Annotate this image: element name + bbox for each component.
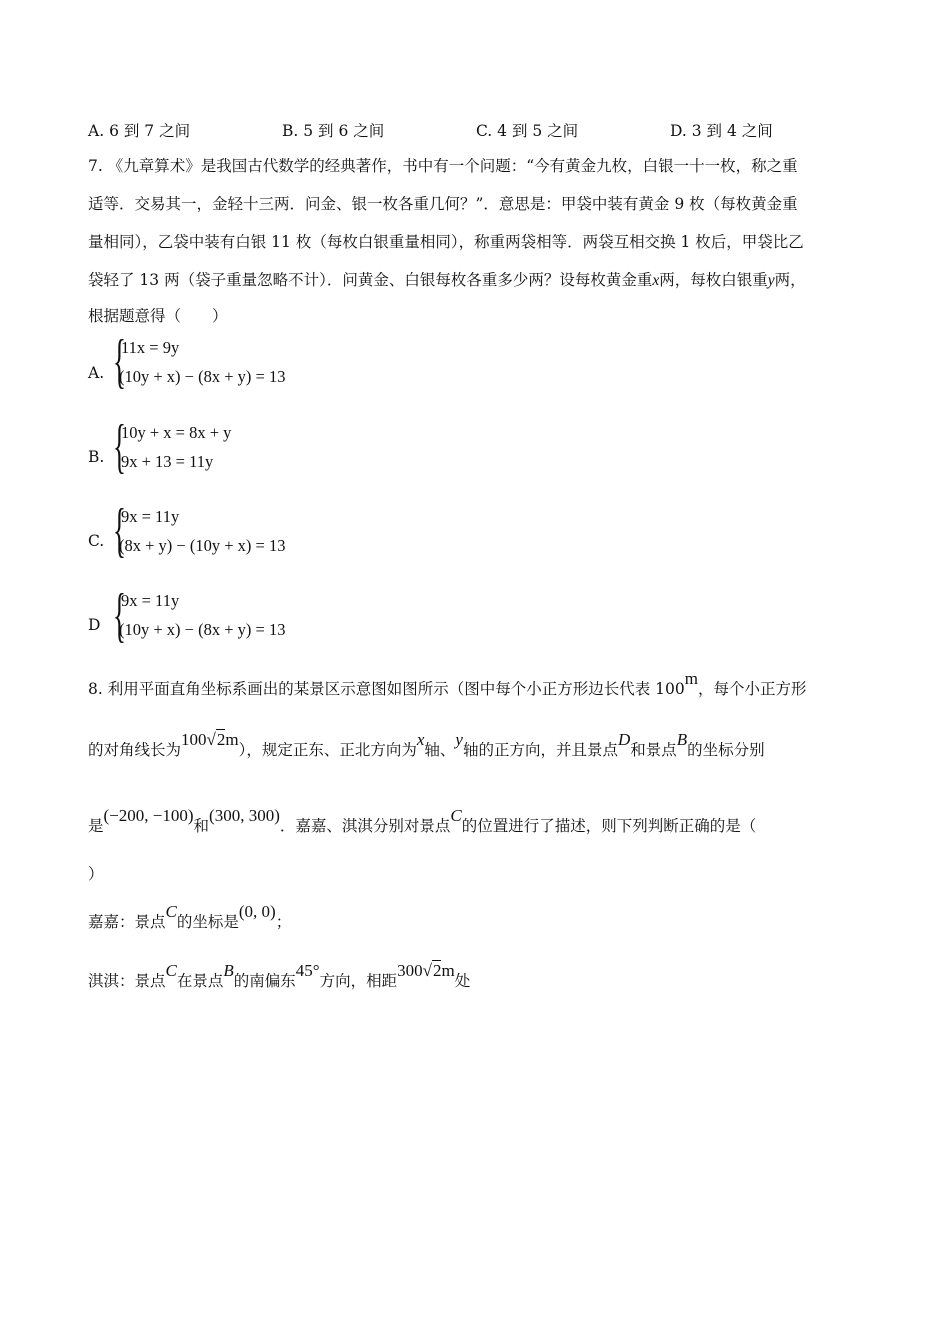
q8-line-1: 8. 利用平面直角坐标系画出的某景区示意图如图所示（图中每个小正方形边长代表 100m，每个小正方形 <box>88 669 807 698</box>
brace-icon: { <box>113 413 126 479</box>
q6-option-b: B. 5 到 6 之间 <box>282 122 385 140</box>
q6-option-c: C. 4 到 5 之间 <box>476 122 579 140</box>
coordinate-d: (−200, −100) <box>103 806 194 825</box>
jiajia-statement: 嘉嘉：景点C的坐标是(0, 0)； <box>88 902 292 931</box>
brace-icon: { <box>113 582 126 648</box>
q6-option-a: A. 6 到 7 之间 <box>88 122 191 140</box>
q7-line-1: 7. 《九章算术》是我国古代数学的经典著作，书中有一个问题：“今有黄金九枚，白银一十一枚，称之重 <box>88 157 798 175</box>
q7-option-label: C. <box>88 532 105 550</box>
q6-option-d: D. 3 到 4 之间 <box>670 122 773 140</box>
q7-option-label: D <box>88 616 101 634</box>
q7-line-4: 袋轻了 13 两（袋子重量忽略不计）．问黄金、白银每枚各重多少两？设每枚黄金重x两，每枚白银重y两， <box>88 271 806 289</box>
coordinate-b: (300, 300) <box>209 806 280 825</box>
q7-line-3: 量相同），乙袋中装有白银 11 枚（每枚白银重量相同），称重两袋相等．两袋互相交换 1 枚后，甲袋比乙 <box>88 233 804 251</box>
equation-1: 9x = 11y <box>121 507 180 526</box>
equation-1: 11x = 9y <box>121 338 180 357</box>
qiqi-statement: 淇淇：景点C在景点B的南偏东45°方向，相距300√2m处 <box>88 961 471 990</box>
brace-icon: { <box>113 328 126 394</box>
distance-value: 300√2m <box>397 961 455 980</box>
q7-line-2: 适等．交易其一，金轻十三两．问金、银一枚各重几何？”．意思是：甲袋中装有黄金 9 枚（每枚黄金重 <box>88 195 798 213</box>
equation-1: 9x = 11y <box>121 591 180 610</box>
q7-line-5: 根据题意得（ ） <box>88 307 228 325</box>
equation-2: (10y + x) − (8x + y) = 13 <box>119 620 286 639</box>
q8-line-2: 的对角线长为100√2m），规定正东、正北方向为x轴、y轴的正方向，并且景点D和景点B的坐标分别 <box>88 730 765 759</box>
q8-line-3: 是(−200, −100)和(300, 300)．嘉嘉、淇淇分别对景点C的位置进行了描述，则下列判断正确的是（ <box>88 806 757 835</box>
equation-2: (8x + y) − (10y + x) = 13 <box>119 536 286 555</box>
q8-line-4: ） <box>88 865 104 883</box>
q7-option-label: A. <box>88 364 105 382</box>
brace-icon: { <box>113 497 126 563</box>
diagonal-length: 100√2m <box>181 730 239 749</box>
q7-option-label: B. <box>88 448 105 466</box>
equation-2: 9x + 13 = 11y <box>121 452 214 471</box>
equation-2: (10y + x) − (8x + y) = 13 <box>119 367 286 386</box>
equation-1: 10y + x = 8x + y <box>121 423 232 442</box>
